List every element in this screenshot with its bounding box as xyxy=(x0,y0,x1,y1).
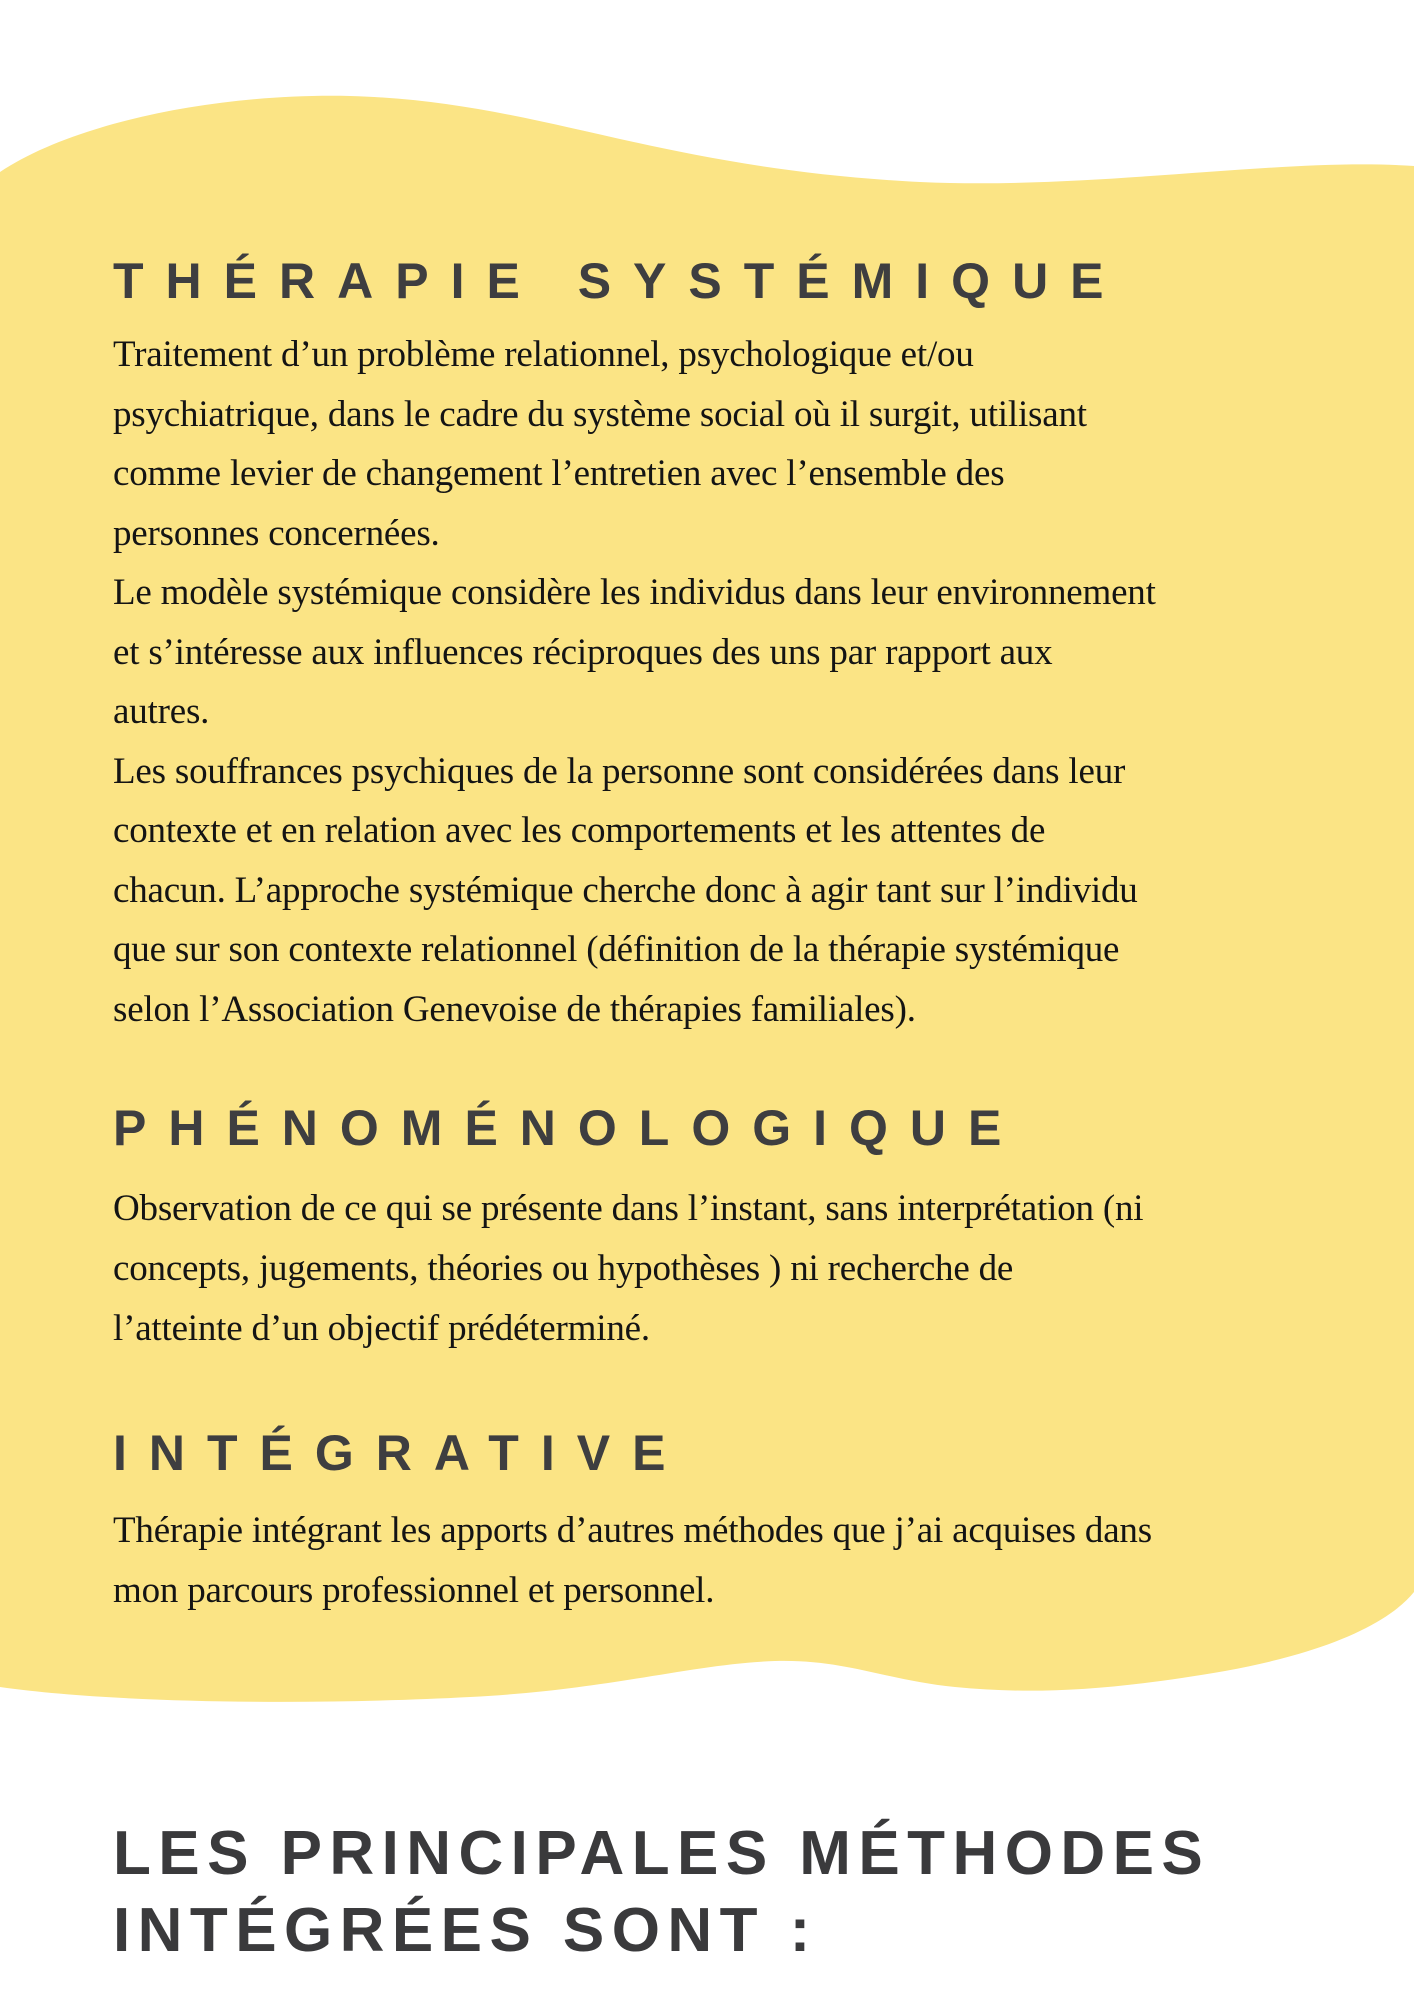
section-heading-therapie-systemique: THÉRAPIE SYSTÉMIQUE xyxy=(113,253,1126,309)
paragraph-line: Traitement d’un problème relationnel, psychologique et/ou xyxy=(113,334,974,375)
paragraph-line: Observation de ce qui se présente dans l’instant, sans interprétation (ni xyxy=(113,1188,1144,1229)
paragraph-line: psychiatrique, dans le cadre du système social où il surgit, utilisant xyxy=(113,393,1087,435)
paragraph-line: Le modèle systémique considère les individus dans leur environnement xyxy=(113,572,1156,613)
footer-heading-principales-methodes xyxy=(113,1815,1210,1969)
paragraph-line: chacun. L’approche systémique cherche donc à agir tant sur l’individu xyxy=(113,869,1138,911)
paragraph-line: personnes concernées. xyxy=(113,512,440,554)
paragraph-integrative xyxy=(113,1501,1152,1621)
paragraph-therapie-systemique xyxy=(113,325,1156,1039)
paragraph-line: contexte et en relation avec les comportements et les attentes de xyxy=(113,810,1046,851)
paragraph-line: mon parcours professionnel et personnel. xyxy=(113,1570,715,1611)
paragraph-line: comme levier de changement l’entretien avec l’ensemble des xyxy=(113,453,1005,494)
paragraph-line: Thérapie intégrant les apports d’autres méthodes que j’ai acquises dans xyxy=(113,1510,1152,1551)
section-heading-phenomenologique: PHÉNOMÉNOLOGIQUE xyxy=(113,1100,1024,1156)
paragraph-phenomenologique xyxy=(113,1179,1143,1359)
footer-heading-line2: INTÉGRÉES SONT : xyxy=(113,1896,818,1965)
paragraph-line: et s’intéresse aux influences réciproques des uns par rapport aux xyxy=(113,631,1053,673)
paragraph-line: l’atteinte d’un objectif prédéterminé. xyxy=(113,1308,650,1349)
paragraph-line: autres. xyxy=(113,691,210,732)
section-heading-integrative: INTÉGRATIVE xyxy=(113,1425,688,1481)
paragraph-line: selon l’Association Genevoise de thérapies familiales). xyxy=(113,988,916,1030)
paragraph-line: concepts, jugements, théories ou hypothèses ) ni recherche de xyxy=(113,1248,1014,1289)
footer-heading-line1: LES PRINCIPALES MÉTHODES xyxy=(113,1819,1211,1888)
paragraph-line: que sur son contexte relationnel (définition de la thérapie systémique xyxy=(113,929,1120,970)
paragraph-line: Les souffrances psychiques de la personne sont considérées dans leur xyxy=(113,750,1126,792)
